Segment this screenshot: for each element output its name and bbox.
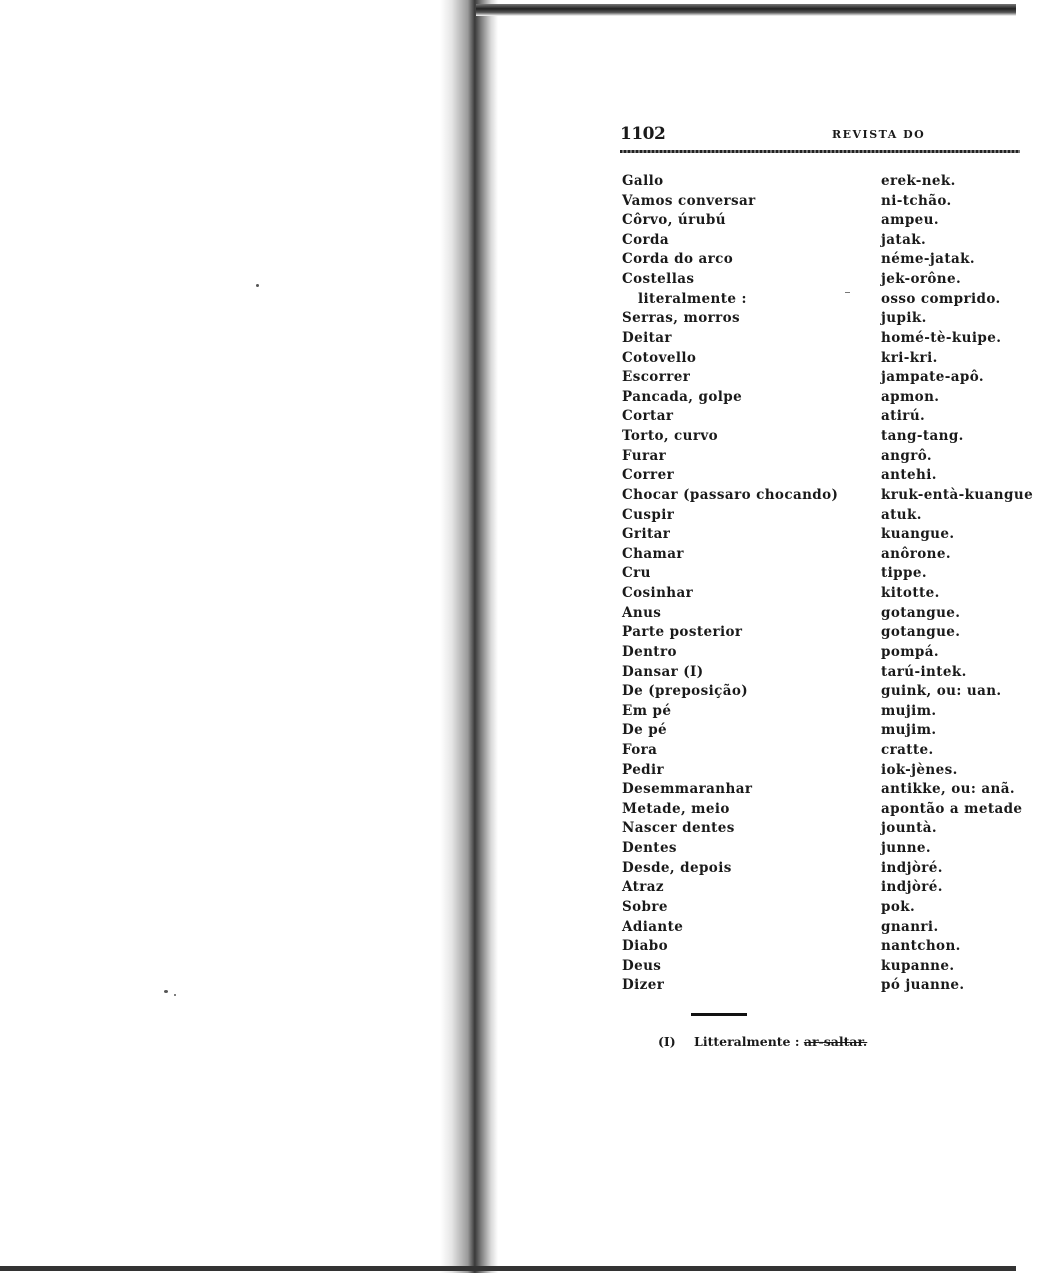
vocab-entry	[498, 447, 1016, 466]
vocab-entry	[498, 937, 1016, 956]
vocab-entry	[498, 839, 1016, 858]
vocab-translation: gotangue.	[881, 624, 961, 641]
vocab-translation: ni-tchão.	[881, 192, 952, 209]
vocab-term: Desemmaranhar	[622, 781, 753, 798]
vocab-translation: homé-tè-kuipe.	[881, 329, 1002, 346]
vocab-translation: jatak.	[881, 231, 927, 248]
vocab-term: Pancada, golpe	[622, 388, 743, 405]
vocab-entry	[498, 427, 1016, 446]
vocab-term: Dentes	[622, 840, 677, 857]
vocab-term: Atraz	[622, 879, 664, 896]
vocab-term: Diabo	[622, 938, 669, 955]
left-blank-page	[0, 0, 470, 1273]
running-head: REVISTA DO	[832, 128, 926, 141]
vocab-translation: jampate-apô.	[881, 369, 984, 386]
vocab-term: Dansar (I)	[622, 663, 704, 680]
vocab-term: Desde, depois	[622, 859, 732, 876]
vocab-term: Cuspir	[622, 506, 675, 523]
vocab-term: Sobre	[622, 898, 668, 915]
vocab-entry	[498, 564, 1016, 583]
vocab-entry	[498, 506, 1016, 525]
vocab-translation: kruk-entà-kuangue	[881, 486, 1034, 503]
vocab-entry	[498, 250, 1016, 269]
vocab-entry	[498, 525, 1016, 544]
vocab-entry	[498, 702, 1016, 721]
vocab-translation: jountà.	[881, 820, 938, 837]
vocab-entry	[498, 584, 1016, 603]
vocab-term: Deitar	[622, 329, 672, 346]
vocab-entry	[498, 819, 1016, 838]
footnote-number: (I)	[658, 1034, 676, 1049]
vocab-entry	[498, 721, 1016, 740]
vocab-entry	[498, 957, 1016, 976]
vocab-entry	[498, 290, 1016, 309]
vocab-translation: indjòré.	[881, 859, 943, 876]
footnote-word: ar-saltar.	[803, 1034, 868, 1049]
vocab-translation: antikke, ou: anã.	[881, 781, 1015, 798]
vocab-translation: cratte.	[881, 741, 934, 758]
vocab-entry	[498, 741, 1016, 760]
vocab-term: Metade, meio	[622, 800, 730, 817]
vocab-term: De pé	[622, 722, 668, 739]
page-speck	[164, 990, 168, 993]
vocab-translation: atuk.	[881, 506, 922, 523]
page-speck	[256, 284, 259, 287]
vocab-translation: erek-nek.	[881, 173, 956, 189]
vocab-translation: tarú-intek.	[881, 663, 967, 680]
vocab-entry	[498, 761, 1016, 780]
vocab-term: Chocar (passaro chocando)	[622, 486, 839, 503]
margin-mark	[845, 292, 850, 293]
vocab-entry	[498, 309, 1016, 328]
vocab-translation: tang-tang.	[881, 428, 964, 445]
vocab-translation: guink, ou: uan.	[881, 683, 1002, 700]
page-speck	[174, 994, 176, 996]
vocab-translation: jupik.	[881, 310, 927, 327]
vocab-translation: mujim.	[881, 702, 937, 719]
vocab-entry	[498, 878, 1016, 897]
vocab-entry	[498, 898, 1016, 917]
book-binding-gutter	[440, 0, 498, 1273]
vocab-entry	[498, 466, 1016, 485]
footnote-label: Litteralmente :	[694, 1034, 800, 1049]
vocab-term: Adiante	[622, 918, 684, 935]
footnote	[658, 1034, 867, 1049]
footnote-rule	[691, 1013, 747, 1016]
vocab-term: Cotovello	[622, 349, 697, 366]
vocab-entry	[498, 545, 1016, 564]
vocab-entry	[498, 859, 1016, 878]
vocab-translation: anôrone.	[881, 545, 951, 562]
vocabulary-page	[498, 16, 1034, 1266]
vocab-entry	[498, 388, 1016, 407]
vocab-entry	[498, 682, 1016, 701]
vocab-translation: gotangue.	[881, 604, 961, 621]
vocab-translation: pompá.	[881, 643, 940, 660]
vocab-term: Gallo	[622, 173, 664, 189]
vocab-entry	[498, 918, 1016, 937]
vocab-term: Gritar	[622, 526, 671, 543]
vocabulary-list	[498, 16, 1034, 1016]
vocab-term: Escorrer	[622, 369, 691, 386]
vocab-translation: kuangue.	[881, 526, 955, 543]
vocab-translation: ampeu.	[881, 212, 939, 229]
vocab-term: literalmente :	[638, 290, 747, 307]
vocab-term: Fora	[622, 741, 658, 758]
vocab-translation: antehi.	[881, 467, 937, 484]
vocab-translation: iok-jènes.	[881, 761, 958, 778]
vocab-translation: junne.	[881, 840, 932, 857]
vocab-translation: nantchon.	[881, 938, 961, 955]
vocab-translation: kri-kri.	[881, 349, 938, 366]
vocab-term: De (preposição)	[622, 683, 749, 700]
vocab-translation: jek-orône.	[881, 271, 962, 288]
vocab-translation: pó juanne.	[881, 977, 965, 994]
vocab-term: Furar	[622, 447, 667, 464]
vocab-term: Cosinhar	[622, 585, 694, 602]
vocab-term: Dentro	[622, 643, 677, 660]
vocab-term: Chamar	[622, 545, 684, 562]
vocab-entry	[498, 800, 1023, 819]
vocab-term: Costellas	[622, 271, 695, 288]
vocab-entry	[498, 172, 1016, 191]
vocab-translation: pok.	[881, 898, 916, 915]
vocab-term: Vamos conversar	[622, 192, 756, 209]
vocab-term: Dizer	[622, 977, 665, 994]
vocab-term: Em pé	[622, 702, 672, 719]
vocab-entry	[498, 192, 1016, 211]
vocab-term: Corda do arco	[622, 251, 734, 268]
vocab-term: Parte posterior	[622, 624, 743, 641]
vocab-entry	[498, 486, 1034, 505]
vocab-translation: kitotte.	[881, 585, 940, 602]
vocab-term: Pedir	[622, 761, 665, 778]
vocab-entry	[498, 604, 1016, 623]
vocab-entry	[498, 623, 1016, 642]
vocab-translation: atirú.	[881, 408, 926, 425]
vocab-term: Cortar	[622, 408, 674, 425]
page-number: 1102	[620, 124, 666, 144]
vocab-entry	[498, 663, 1016, 682]
vocab-entry	[498, 407, 1016, 426]
vocab-entry	[498, 780, 1016, 799]
vocab-term: Serras, morros	[622, 310, 741, 327]
vocab-term: Torto, curvo	[622, 428, 719, 445]
vocab-translation: angrô.	[881, 447, 932, 464]
vocab-entry	[498, 231, 1016, 250]
vocab-entry	[498, 270, 1016, 289]
vocab-translation: osso comprido.	[881, 290, 1001, 307]
vocab-entry	[498, 329, 1016, 348]
vocab-translation: mujim.	[881, 722, 937, 739]
vocab-translation: néme-jatak.	[881, 251, 975, 268]
vocab-translation: kupanne.	[881, 957, 955, 974]
vocab-term: Correr	[622, 467, 675, 484]
vocab-term: Deus	[622, 957, 662, 974]
vocab-term: Nascer dentes	[622, 820, 735, 837]
vocab-entry	[498, 211, 1016, 230]
vocab-translation: apontão a metade	[881, 800, 1023, 817]
vocab-term: Cru	[622, 565, 651, 582]
vocab-term: Corda	[622, 231, 670, 248]
vocab-term: Anus	[622, 604, 662, 621]
vocab-translation: indjòré.	[881, 879, 943, 896]
vocab-entry	[498, 349, 1016, 368]
vocab-translation: gnanri.	[881, 918, 939, 935]
vocab-translation: apmon.	[881, 388, 940, 405]
vocab-entry	[498, 976, 1016, 995]
scan-bottom-edge	[0, 1266, 1016, 1271]
vocab-term: Côrvo, úrubú	[622, 212, 726, 229]
vocab-translation: tippe.	[881, 565, 927, 582]
scan-top-edge	[476, 4, 1016, 16]
vocab-entry	[498, 643, 1016, 662]
vocab-entry	[498, 368, 1016, 387]
